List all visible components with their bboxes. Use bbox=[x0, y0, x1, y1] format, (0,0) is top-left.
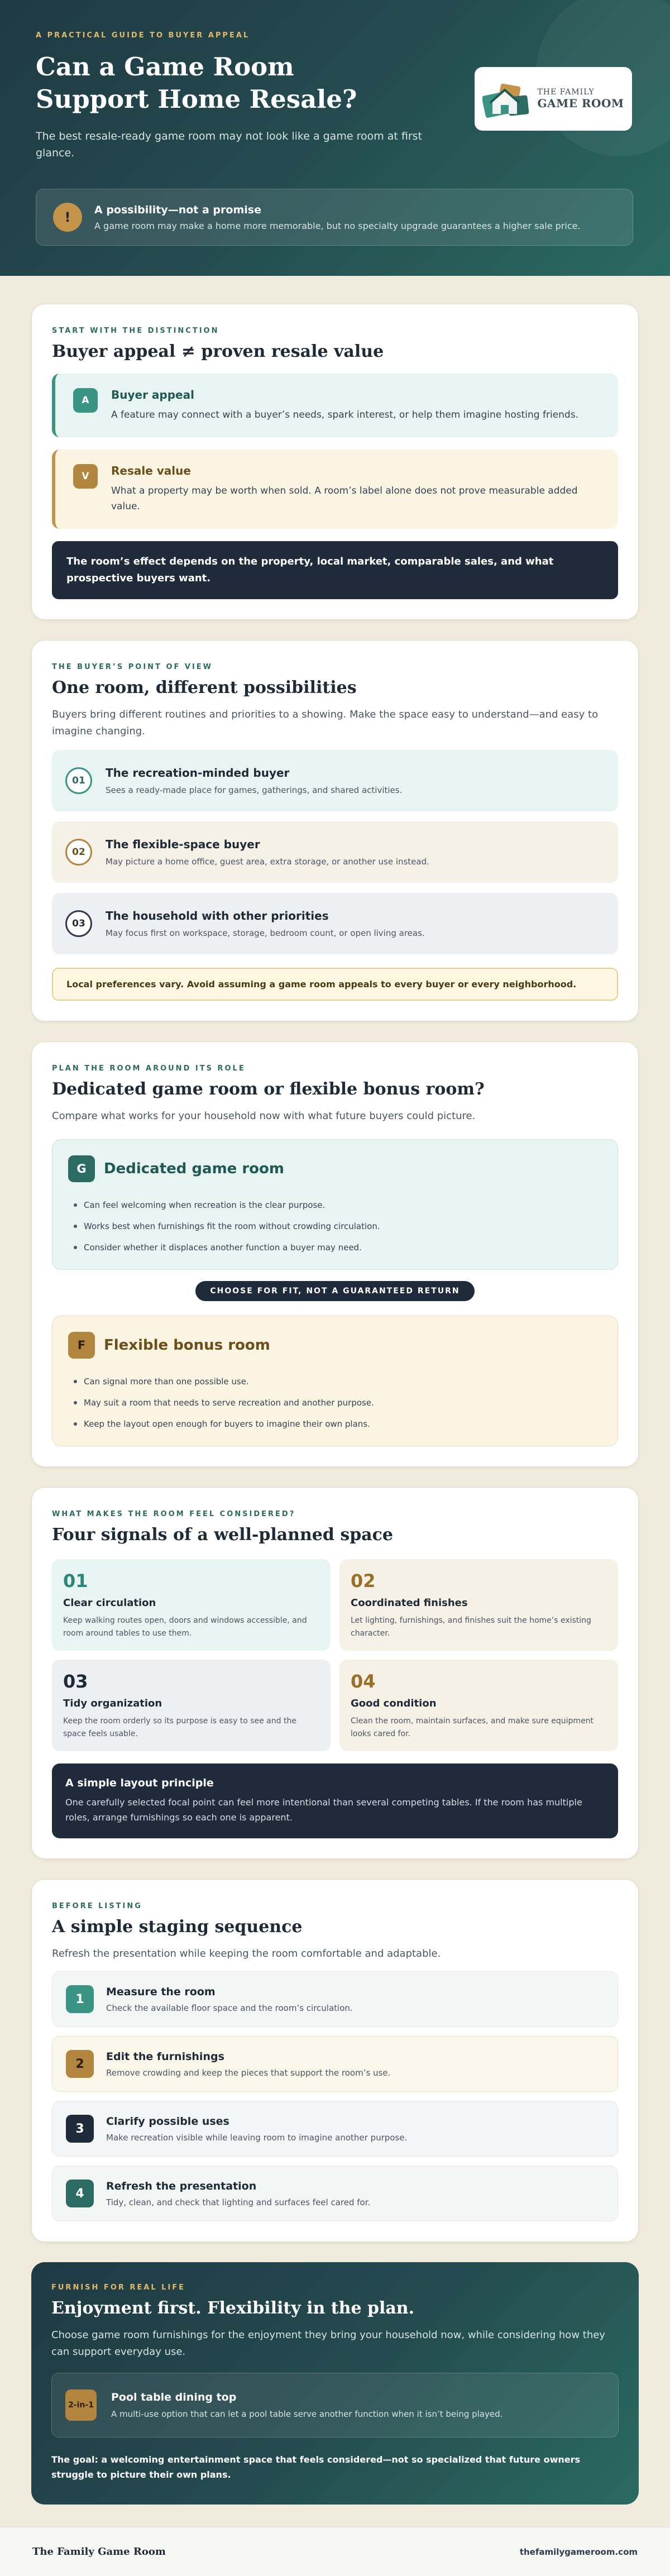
fit-pill: CHOOSE FOR FIT, NOT A GUARANTEED RETURN bbox=[195, 1281, 474, 1301]
buyer-text: May focus first on workspace, storage, bedroom count, or open living areas. bbox=[106, 928, 425, 938]
list-item: Can signal more than one possible use. bbox=[68, 1371, 602, 1392]
buyer-card bbox=[52, 893, 618, 954]
section-eyebrow: THE BUYER’S POINT OF VIEW bbox=[52, 663, 213, 671]
step-text: Check the available floor space and the room’s circulation. bbox=[106, 2003, 353, 2013]
hero-eyebrow: A PRACTICAL GUIDE TO BUYER APPEAL bbox=[36, 31, 250, 40]
buyer-title: The recreation-minded buyer bbox=[106, 766, 290, 780]
step-title: Edit the furnishings bbox=[106, 2050, 224, 2063]
signal-title: Clear circulation bbox=[63, 1597, 156, 1609]
badge-f: F bbox=[68, 1332, 95, 1359]
signal-number: 04 bbox=[351, 1671, 376, 1692]
market-note: The room’s effect depends on the property, local market, comparable sales, and what prospective buyers want. bbox=[52, 541, 618, 599]
signals-grid bbox=[52, 1559, 618, 1751]
resale-value-text: What a property may be worth when sold. A room’s label alone does not prove measurable added value. bbox=[111, 485, 578, 512]
section-eyebrow: PLAN THE ROOM AROUND ITS ROLE bbox=[52, 1064, 246, 1073]
page-footer bbox=[0, 2527, 670, 2576]
list-item: Consider whether it displaces another function a buyer may need. bbox=[68, 1237, 602, 1258]
section-intro: Compare what works for your household now with what future buyers could picture. bbox=[52, 1110, 476, 1122]
step-number: 1 bbox=[66, 1985, 94, 2013]
signal-title: Coordinated finishes bbox=[351, 1597, 468, 1609]
signal-text: Keep walking routes open, doors and windows accessible, and room around tables to use them. bbox=[63, 1616, 307, 1638]
buyer-number: 03 bbox=[65, 910, 92, 937]
list-item: Works best when furnishings fit the room without crowding circulation. bbox=[68, 1216, 602, 1237]
section-title: Enjoyment first. Flexibility in the plan. bbox=[51, 2298, 415, 2318]
buyer-number: 02 bbox=[65, 839, 92, 866]
step-title: Clarify possible uses bbox=[106, 2115, 229, 2128]
local-preferences-warning: Local preferences vary. Avoid assuming a game room appeals to every buyer or every neighborhood. bbox=[52, 968, 618, 1001]
footer-brand[interactable]: The Family Game Room bbox=[32, 2546, 166, 2558]
section-eyebrow: START WITH THE DISTINCTION bbox=[52, 327, 219, 335]
callout-title: A possibility—not a promise bbox=[94, 203, 261, 216]
signal-title: Tidy organization bbox=[63, 1698, 162, 1709]
section-title: Buyer appeal ≠ proven resale value bbox=[52, 342, 384, 361]
staging-section bbox=[31, 1879, 639, 2242]
option-title: Dedicated game room bbox=[104, 1160, 284, 1177]
signal-card bbox=[339, 1559, 618, 1651]
final-cta-section bbox=[31, 2262, 639, 2505]
goal-statement: The goal: a welcoming entertainment space that feels considered—not so specialized that future owners struggle to picture their own plans. bbox=[51, 2454, 581, 2480]
staging-step bbox=[52, 2036, 618, 2092]
signal-title: Good condition bbox=[351, 1698, 437, 1709]
buyer-title: The household with other priorities bbox=[106, 909, 329, 923]
step-text: Remove crowding and keep the pieces that support the room’s use. bbox=[106, 2067, 391, 2078]
hero-callout bbox=[36, 189, 633, 246]
list-item: Can feel welcoming when recreation is the clear purpose. bbox=[68, 1194, 602, 1216]
buyer-text: Sees a ready-made place for games, gatherings, and shared activities. bbox=[106, 785, 403, 795]
page-title: Can a Game Room Support Home Resale? bbox=[36, 52, 357, 114]
section-title: One room, different possibilities bbox=[52, 678, 357, 697]
step-number: 3 bbox=[66, 2115, 94, 2143]
section-title: A simple staging sequence bbox=[52, 1917, 303, 1937]
signal-card bbox=[52, 1559, 331, 1651]
step-text: Tidy, clean, and check that lighting and surfaces feel cared for. bbox=[106, 2197, 371, 2207]
signal-text: Keep the room orderly so its purpose is easy to see and the space feels usable. bbox=[63, 1717, 296, 1738]
principle-title: A simple layout principle bbox=[65, 1777, 214, 1789]
badge-v: V bbox=[73, 464, 98, 489]
logo-text-line2: GAME ROOM bbox=[537, 97, 624, 110]
step-text: Make recreation visible while leaving room to imagine another purpose. bbox=[106, 2132, 408, 2143]
principle-text: One carefully selected focal point can feel more intentional than several competing tables. If the room has multiple roles, arrange furnishings so each one is apparent. bbox=[65, 1797, 582, 1823]
list-item: May suit a room that needs to serve recreation and another purpose. bbox=[68, 1392, 602, 1413]
section-eyebrow: FURNISH FOR REAL LIFE bbox=[51, 2283, 186, 2292]
hero-banner bbox=[0, 0, 670, 276]
section-title: Dedicated game room or flexible bonus room? bbox=[52, 1079, 485, 1099]
resale-value-title: Resale value bbox=[111, 464, 191, 477]
footer-url-link[interactable]: thefamilygameroom.com bbox=[519, 2546, 638, 2557]
signals-section bbox=[31, 1487, 639, 1859]
signal-card bbox=[339, 1660, 618, 1751]
callout-text: A game room may make a home more memorable, but no specialty upgrade guarantees a higher sale price. bbox=[94, 220, 581, 231]
product-text: A multi-use option that can let a pool table serve another function when it isn’t being played. bbox=[111, 2409, 503, 2419]
distinction-section bbox=[31, 304, 639, 620]
logo-text-line1: THE FAMILY bbox=[537, 88, 595, 97]
product-card[interactable] bbox=[51, 2373, 619, 2438]
badge-a: A bbox=[73, 388, 98, 413]
buyer-number: 01 bbox=[65, 767, 92, 794]
buyer-appeal-text: A feature may connect with a buyer’s needs, spark interest, or help them imagine hosting friends. bbox=[111, 409, 578, 420]
step-number: 2 bbox=[66, 2050, 94, 2078]
buyer-appeal-box bbox=[52, 374, 618, 437]
signal-text: Clean the room, maintain surfaces, and make sure equipment looks cared for. bbox=[351, 1717, 594, 1738]
room-role-section bbox=[31, 1041, 639, 1467]
buyer-title: The flexible-space buyer bbox=[106, 838, 260, 851]
signal-text: Let lighting, furnishings, and finishes suit the home’s existing character. bbox=[351, 1616, 591, 1638]
step-title: Measure the room bbox=[106, 1985, 216, 1998]
house-logo-icon bbox=[482, 79, 532, 118]
option-list bbox=[68, 1371, 602, 1435]
buyer-view-section bbox=[31, 640, 639, 1021]
section-intro: Choose game room furnishings for the enjoyment they bring your household now, while considering how they can support everyday use. bbox=[51, 2329, 605, 2358]
signal-card bbox=[52, 1660, 331, 1751]
staging-step bbox=[52, 2166, 618, 2221]
two-in-one-badge: 2-in-1 bbox=[65, 2389, 97, 2421]
dedicated-room-option bbox=[52, 1139, 618, 1270]
staging-step bbox=[52, 2101, 618, 2157]
resale-value-box bbox=[52, 450, 618, 529]
brand-logo[interactable] bbox=[475, 67, 632, 131]
list-item: Keep the layout open enough for buyers to imagine their own plans. bbox=[68, 1413, 602, 1435]
section-intro: Refresh the presentation while keeping the room comfortable and adaptable. bbox=[52, 1948, 441, 1960]
section-eyebrow: BEFORE LISTING bbox=[52, 1902, 142, 1910]
step-number: 4 bbox=[66, 2180, 94, 2207]
badge-g: G bbox=[68, 1155, 95, 1182]
exclamation-icon: ! bbox=[53, 203, 82, 232]
buyer-text: May picture a home office, guest area, extra storage, or another use instead. bbox=[106, 857, 429, 867]
section-title: Four signals of a well-planned space bbox=[52, 1525, 393, 1545]
signal-number: 01 bbox=[63, 1570, 88, 1592]
section-eyebrow: WHAT MAKES THE ROOM FEEL CONSIDERED? bbox=[52, 1510, 296, 1518]
hero-subtitle: The best resale-ready game room may not look like a game room at first glance. bbox=[36, 130, 423, 159]
signal-number: 03 bbox=[63, 1671, 88, 1692]
main-content bbox=[0, 276, 670, 2505]
step-title: Refresh the presentation bbox=[106, 2180, 257, 2192]
staging-step bbox=[52, 1971, 618, 2027]
option-title: Flexible bonus room bbox=[104, 1337, 270, 1354]
product-title: Pool table dining top bbox=[111, 2391, 237, 2403]
signal-number: 02 bbox=[351, 1570, 376, 1592]
buyer-card bbox=[52, 821, 618, 883]
layout-principle-box bbox=[52, 1763, 618, 1838]
option-list bbox=[68, 1194, 602, 1258]
flexible-room-option bbox=[52, 1316, 618, 1446]
buyer-appeal-title: Buyer appeal bbox=[111, 388, 194, 402]
buyer-card bbox=[52, 750, 618, 811]
section-intro: Buyers bring different routines and priorities to a showing. Make the space easy to understand—and easy to imagine changing. bbox=[52, 709, 599, 737]
